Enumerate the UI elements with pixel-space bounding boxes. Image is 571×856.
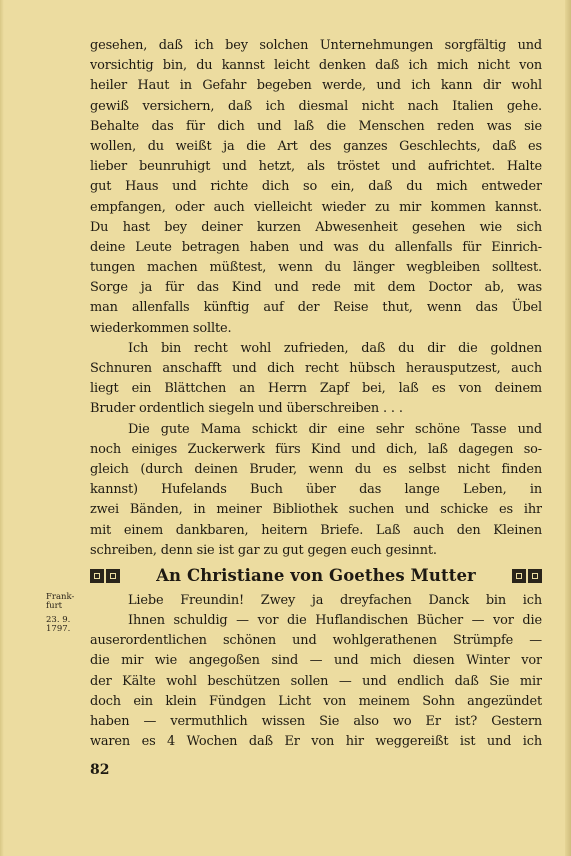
text-line: waren es 4 Wochen daß Er von hir weggereißt ist und ich — [90, 734, 542, 750]
text-line: tungen machen müßtest, wenn du länger wegbleiben solltest. — [90, 260, 542, 276]
text-line: Liebe Freundin! Zwey ja dreyfachen Danck bin ich — [128, 592, 542, 608]
margin-note-place: Frank-furt — [46, 591, 75, 612]
text-line: noch einiges Zuckerwerk fürs Kind und dich, laß dagegen so- — [90, 441, 542, 457]
text-line: lieber beunruhigt und hetzt, als tröstet und aufrichtet. Halte — [90, 159, 542, 175]
text-line: gewiß versichern, daß ich diesmal nicht nach Italien gehe. — [90, 98, 542, 114]
text-line: vorsichtig bin, du kannst leicht denken daß ich mich nicht von — [90, 58, 542, 74]
letter-heading — [90, 561, 542, 591]
text-line: kannst) Hufelands Buch über das lange Leben, in — [90, 482, 542, 498]
text-line: Die gute Mama schickt dir eine sehr schöne Tasse und — [128, 421, 542, 437]
text-line: man allenfalls künftig auf der Reise thut, wenn das Übel — [90, 300, 542, 316]
ornament-left-icon — [90, 569, 120, 583]
text-line: die mir wie angegoßen sind — und mich diesen Winter vor — [90, 653, 542, 669]
text-line: Ihnen schuldig — vor die Huflandischen Bücher — vor die — [128, 613, 542, 629]
text-line: heiler Haut in Gefahr begeben werde, und ich kann dir wohl — [90, 78, 542, 94]
text-line: wiederkommen sollte. — [90, 320, 232, 336]
text-line: gleich (durch deinen Bruder, wenn du es selbst nicht finden — [90, 461, 542, 477]
text-line: Schnuren anschafft und dich recht hübsch herausputzest, auch — [90, 361, 542, 376]
text-line: schreiben, denn sie ist gar zu gut gegen euch gesinnt. — [90, 542, 437, 558]
paragraph-1 — [90, 36, 542, 339]
text-line: doch ein klein Fündgen Licht von meinem Sohn angezündet — [90, 693, 542, 709]
text-line: empfangen, oder auch vielleicht wieder zu mir kommen kannst. — [90, 199, 542, 215]
page-number: 82 — [90, 762, 110, 778]
text-line: der Kälte wohl beschützen sollen — und endlich daß Sie mir — [90, 673, 542, 689]
paragraph-3 — [90, 420, 542, 561]
text-line: auserordentlichen schönen und wohlgerathenen Strümpfe — — [90, 633, 542, 649]
text-line: deine Leute betragen haben und was du allenfalls für Einrich- — [90, 239, 542, 255]
letter-text — [46, 36, 542, 752]
heading-title: An Christiane von Goethes Mutter — [156, 565, 476, 585]
page-edge — [565, 0, 571, 856]
page-gutter-shadow — [0, 0, 4, 856]
text-line: Bruder ordentlich siegeln und überschreiben . . . — [90, 401, 403, 417]
text-line: wollen, du weißt ja die Art des ganzes Geschlechts, daß es — [90, 138, 542, 154]
paragraph-4 — [46, 591, 542, 753]
text-line: Ich bin recht wohl zufrieden, daß du dir die goldnen — [128, 340, 542, 356]
text-line: Du hast bey deiner kurzen Abwesenheit gesehen wie sich — [90, 219, 542, 235]
ornament-right-icon — [512, 569, 542, 583]
text-line: gesehen, daß ich bey solchen Unternehmungen sorgfältig und — [90, 38, 542, 53]
text-line: Behalte das für dich und laß die Menschen reden was sie — [90, 118, 542, 134]
paragraph-2 — [90, 339, 542, 420]
text-line: liegt ein Blättchen an Herrn Zapf bei, laß es von deinem — [90, 381, 542, 397]
text-line: mit einem dankbaren, heitern Briefe. Laß auch den Kleinen — [90, 522, 542, 538]
margin-note-date: 23. 9. 1797. — [46, 614, 71, 635]
text-line: Sorge ja für das Kind und rede mit dem Doctor ab, was — [90, 280, 542, 296]
margin-note — [46, 593, 84, 635]
text-line: gut Haus und richte dich so ein, daß du mich entweder — [90, 179, 542, 195]
text-line: zwei Bänden, in meiner Bibliothek suchen und schicke es ihr — [90, 502, 542, 518]
text-line: haben — vermuthlich wissen Sie also wo Er ist? Gestern — [90, 714, 542, 729]
